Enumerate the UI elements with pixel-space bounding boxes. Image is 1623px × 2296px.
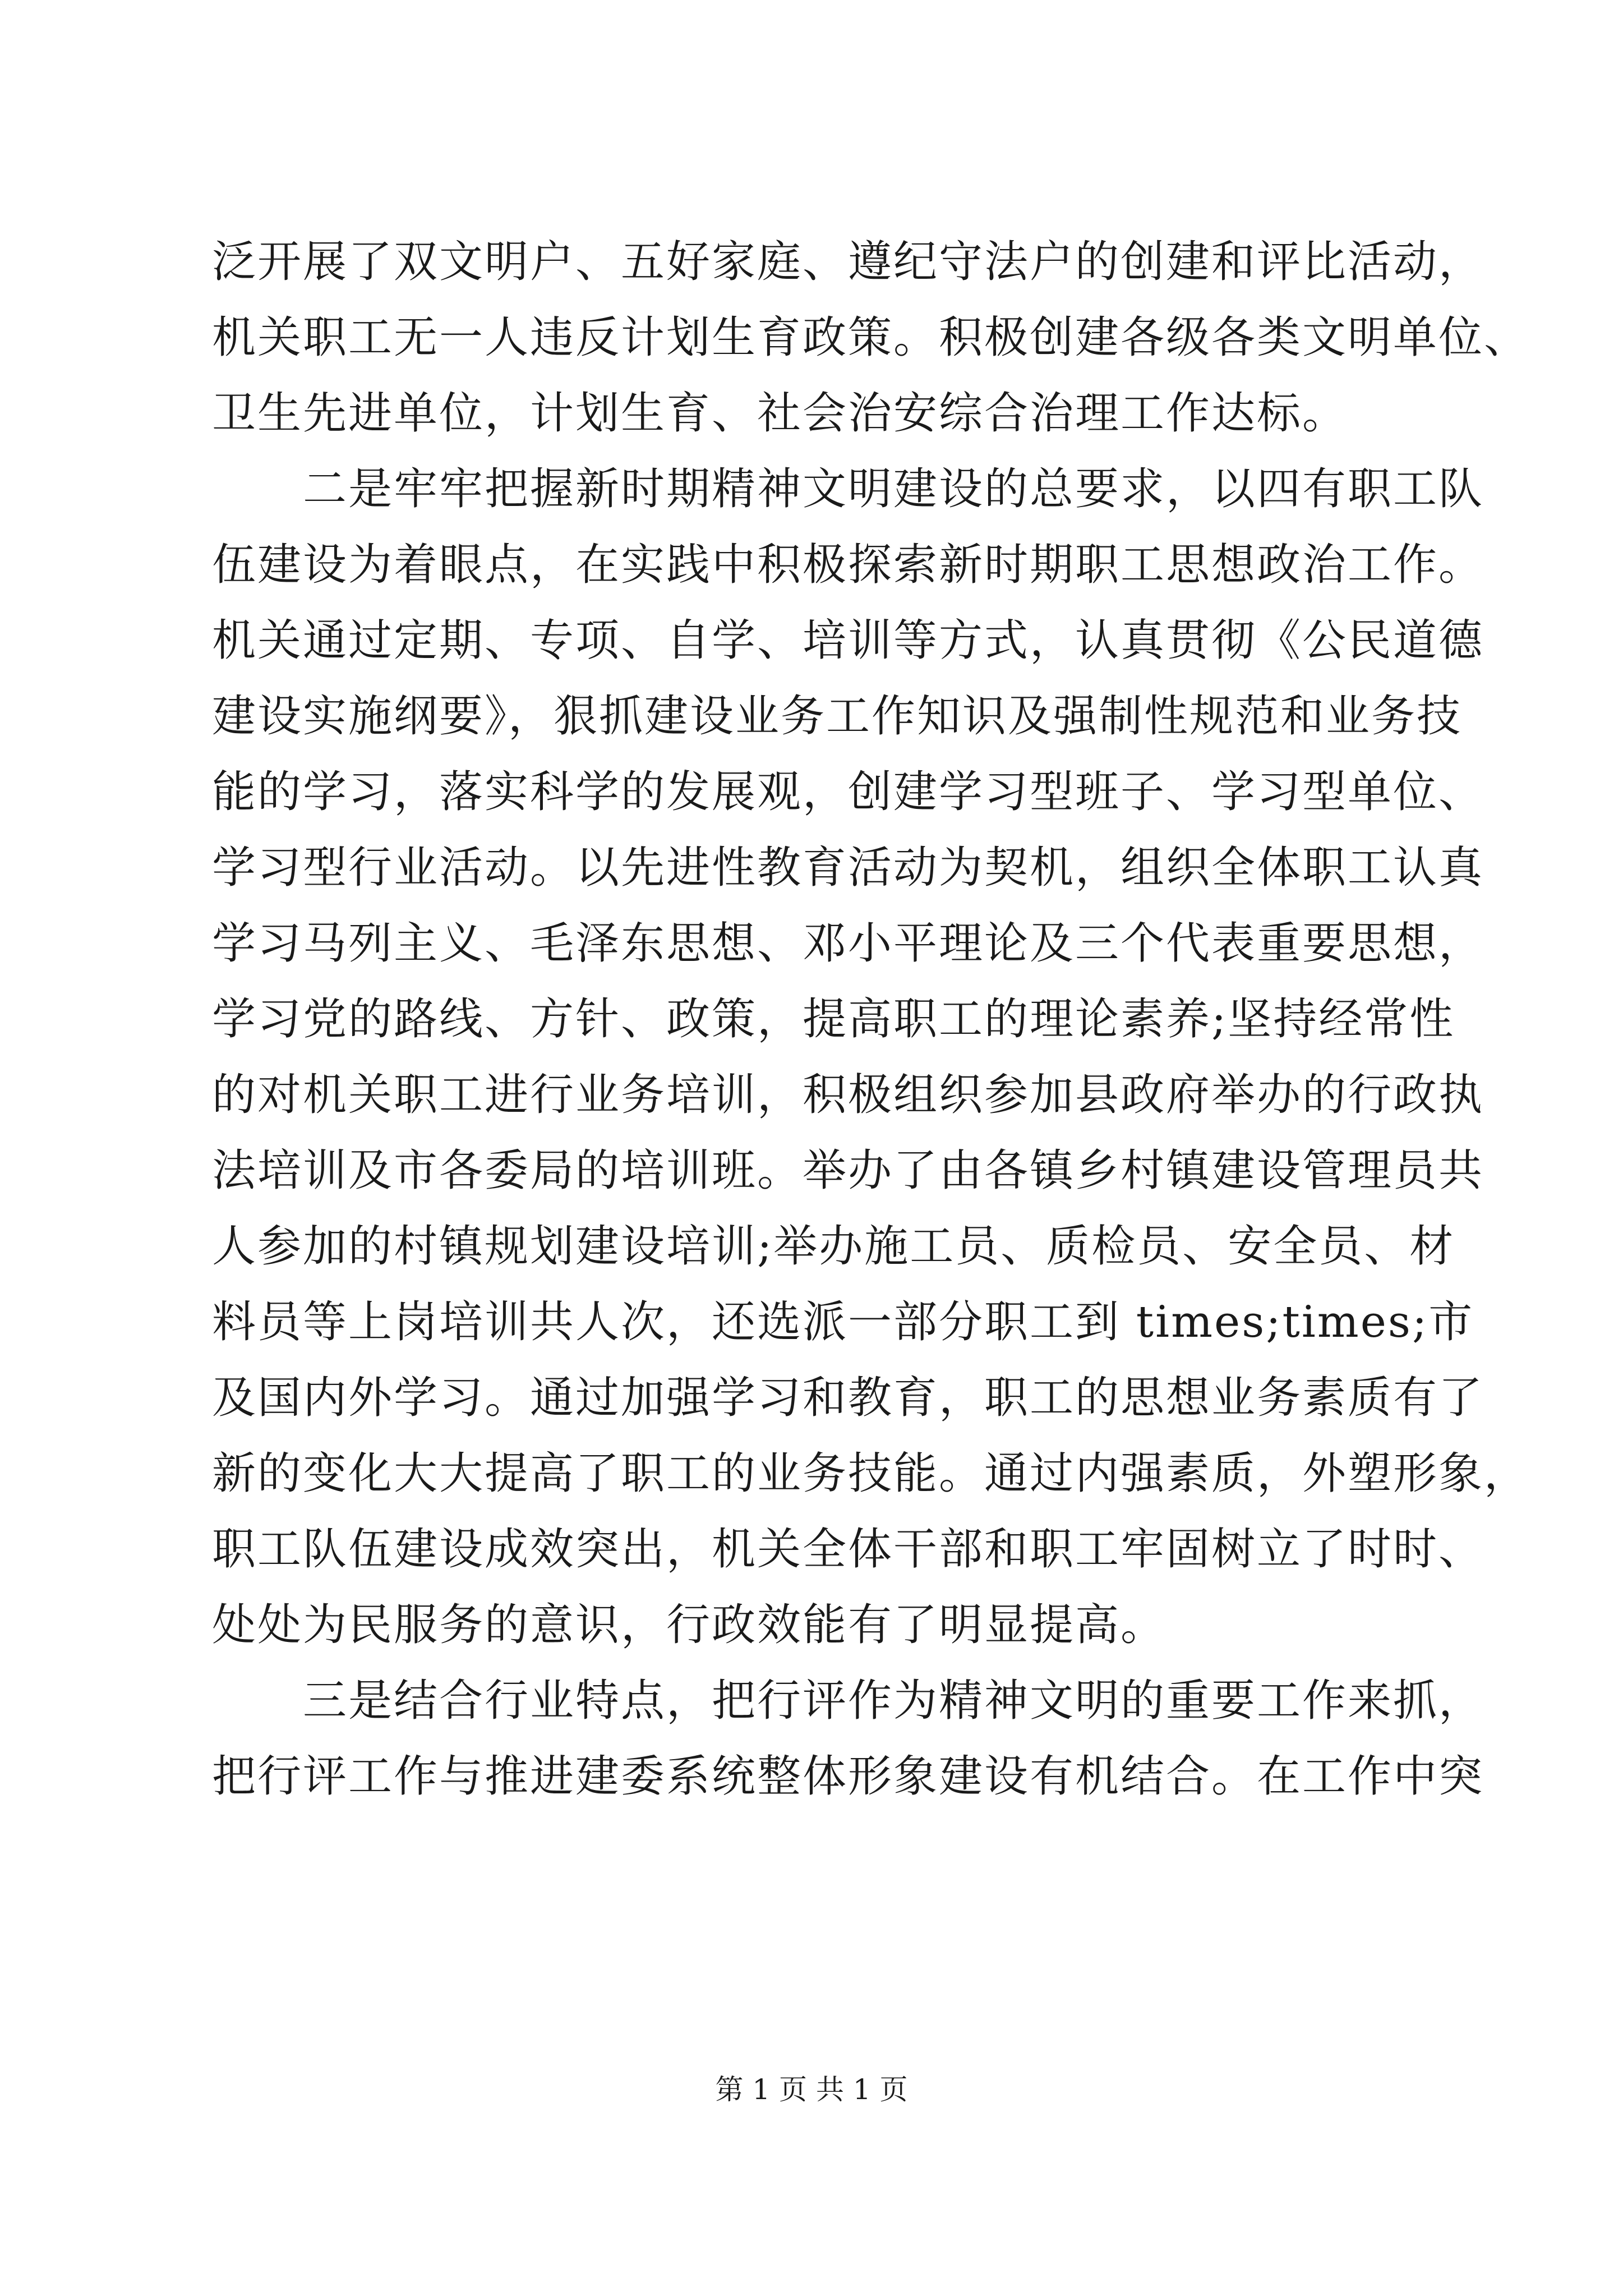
body-text [212,224,1530,1815]
text-line: 机关通过定期、专项、自学、培训等方式，认真贯彻《公民道德 [212,615,1484,666]
text-line: 法培训及市各委局的培训班。举办了由各镇乡村镇建设管理员共 [212,1145,1484,1196]
text-line: 人参加的村镇规划建设培训;举办施工员、质检员、安全员、材 [212,1221,1455,1272]
text-line: 泛开展了双文明户、五好家庭、遵纪守法户的创建和评比活动， [212,237,1484,287]
text-line: 学习马列主义、毛泽东思想、邓小平理论及三个代表重要思想， [212,918,1484,969]
text-line: 学习党的路线、方针、政策，提高职工的理论素养;坚持经常性 [212,994,1455,1045]
text-line: 伍建设为着眼点，在实践中积极探索新时期职工思想政治工作。 [212,540,1484,590]
text-line: 机关职工无一人违反计划生育政策。积极创建各级各类文明单位、 [212,312,1530,363]
text-line: 职工队伍建设成效突出，机关全体干部和职工牢固树立了时时、 [212,1524,1484,1575]
text-line: 把行评工作与推进建委系统整体形象建设有机结合。在工作中突 [212,1751,1484,1802]
text-line: 卫生先进单位，计划生育、社会治安综合治理工作达标。 [212,388,1348,439]
page-number: 第 1 页 共 1 页 [715,2073,908,2106]
text-line: 处处为民服务的意识，行政效能有了明显提高。 [212,1600,1166,1650]
text-line: 及国内外学习。通过加强学习和教育，职工的思想业务素质有了 [212,1373,1484,1423]
text-line: 建设实施纲要》，狠抓建设业务工作知识及强制性规范和业务技 [212,691,1463,742]
text-line: 学习型行业活动。以先进性教育活动为契机，组织全体职工认真 [212,843,1484,893]
text-line: 的对机关职工进行业务培训，积极组织参加县政府举办的行政执 [212,1070,1484,1120]
text-line: 三是结合行业特点，把行评作为精神文明的重要工作来抓， [212,1676,1484,1726]
text-line: 料员等上岗培训共人次，还选派一部分职工到 times;times;市 [212,1297,1474,1347]
text-line: 二是牢牢把握新时期精神文明建设的总要求，以四有职工队 [212,464,1484,514]
text-line: 能的学习，落实科学的发展观，创建学习型班子、学习型单位、 [212,767,1484,817]
text-line: 新的变化大大提高了职工的业务技能。通过内强素质，外塑形象， [212,1448,1530,1499]
page-footer [0,2070,1623,2109]
